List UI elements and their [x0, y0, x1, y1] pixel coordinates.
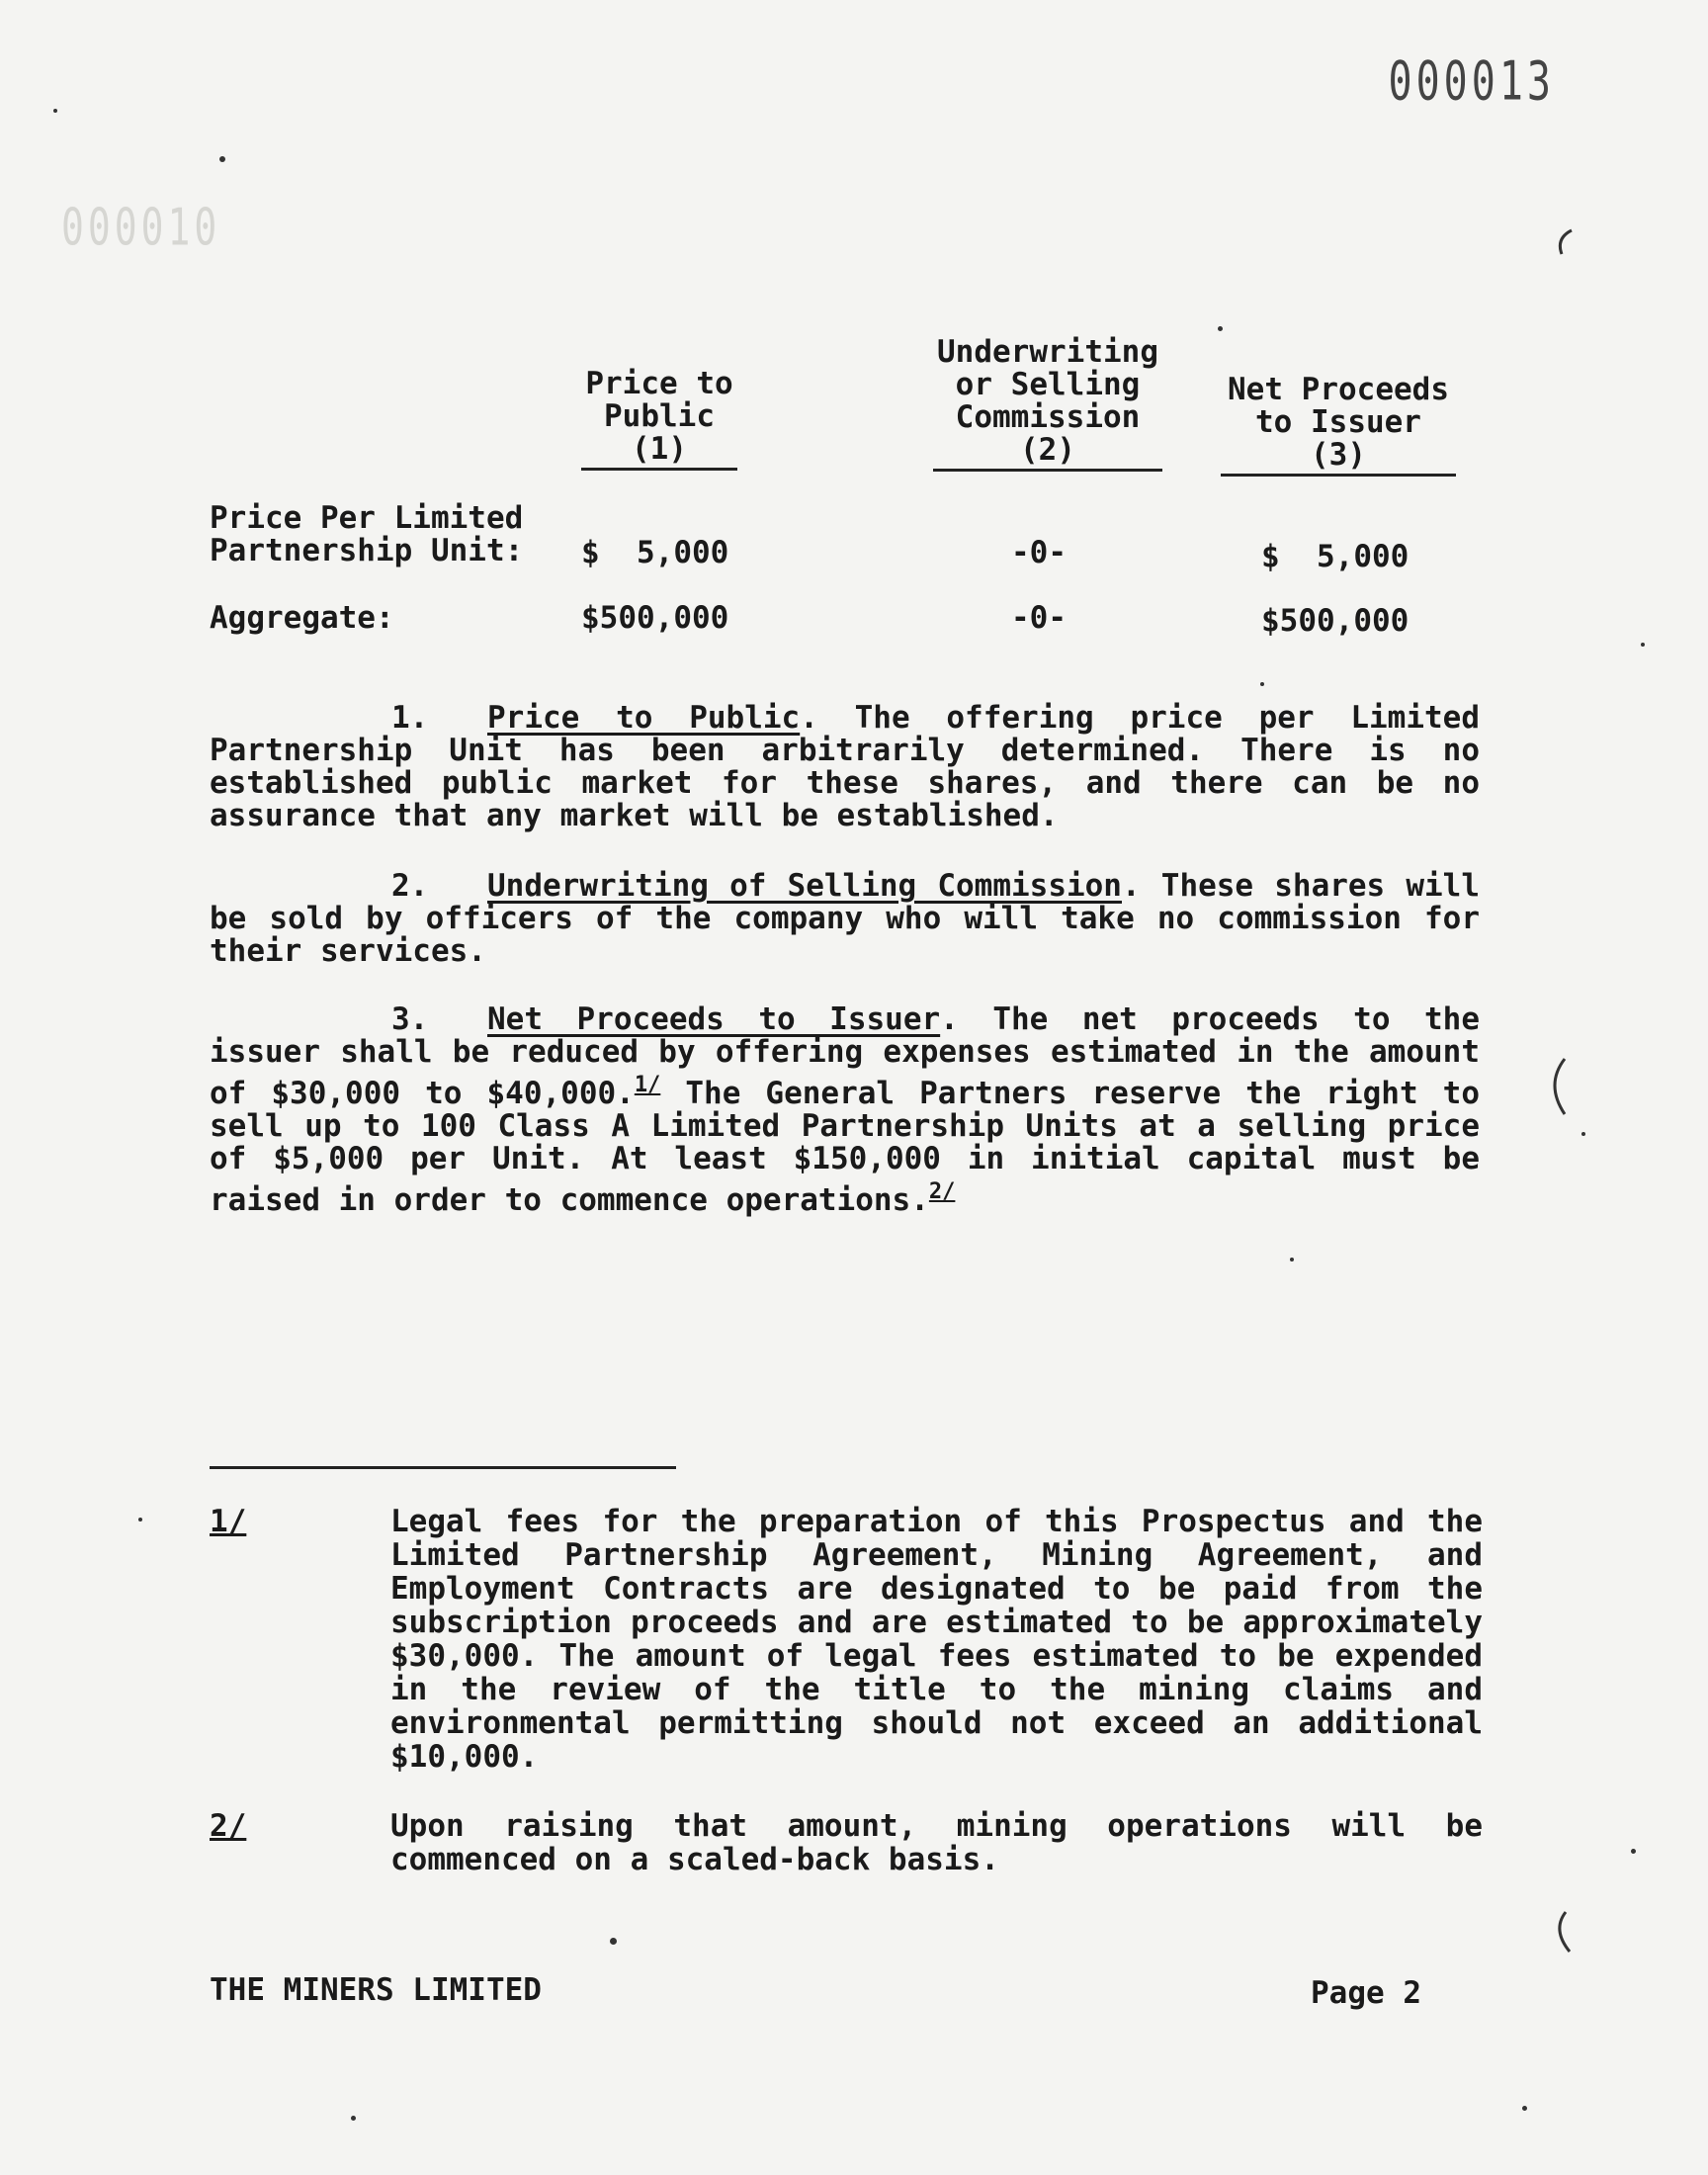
footnote-divider	[210, 1466, 676, 1469]
scan-speck	[1581, 1132, 1585, 1136]
footnote-ref: 1/	[634, 1073, 661, 1097]
footer-company-name: THE MINERS LIMITED	[210, 1972, 542, 2008]
row-value-commission: -0-	[1011, 600, 1067, 636]
note-number: 2.	[391, 868, 429, 904]
footer-page-number: Page 2	[1311, 1975, 1421, 2011]
scan-speck	[1260, 682, 1264, 686]
note-text: The General Partners reserve the right to sell up to 100 Class A Limited Partnership Units at a selling price of $5,000 per Unit. At least $150,000 in initial capital must be raised in order to commence operations.	[210, 1076, 1480, 1218]
note-heading: Net Proceeds to Issuer	[487, 1001, 941, 1037]
row-label-line: Partnership Unit:	[210, 533, 524, 568]
header-line: or Selling	[955, 367, 1141, 402]
header-line: Commission	[955, 399, 1141, 435]
footnote-mark: 2/	[210, 1808, 247, 1844]
row-label	[210, 502, 523, 567]
row-label: Aggregate:	[210, 600, 394, 636]
header-line: to Issuer	[1255, 404, 1421, 440]
note-3	[210, 1003, 1480, 1217]
row-value-commission: -0-	[1011, 535, 1067, 570]
header-line: Net Proceeds	[1228, 372, 1449, 407]
ghost-stamp-number: 000010	[61, 198, 221, 257]
header-number: (1)	[581, 433, 737, 471]
row-value-net: $ 5,000	[1261, 539, 1409, 574]
note-text: . The net proceeds to the issuer shall be reduced by offering expenses estimated in the amount of $30,000 to $40,000.	[210, 1001, 1480, 1111]
note-heading: Price to Public	[487, 700, 801, 736]
row-label-line: Price Per Limited	[210, 500, 524, 536]
note-1	[210, 702, 1480, 832]
row-value-net: $500,000	[1261, 603, 1409, 639]
footnote-ref: 2/	[928, 1179, 956, 1204]
note-number: 1.	[391, 700, 429, 736]
footnote-text: Legal fees for the preparation of this Prospectus and the Limited Partnership Agreement, Mining Agreement, and Employment Contracts are designated to be paid from the subscription proceeds and are estimated to be approximately $30,000. The amount of legal fees estimated to be expended in the review of the title to the mining claims and environmental permitting should not exceed an additional $10,000.	[390, 1504, 1483, 1775]
note-text: . These shares will be sold by officers of the company who will take no commission for their services.	[210, 868, 1481, 969]
scan-speck	[1631, 1849, 1636, 1854]
header-line: Public	[604, 398, 715, 434]
scan-speck	[138, 1518, 142, 1522]
header-number: (3)	[1221, 439, 1456, 477]
binder-mark	[1542, 1908, 1581, 1958]
note-text: . The offering price per Limited Partnership Unit has been arbitrarily determined. There is no established public market for these shares, and there can be no assurance that any market will be established.	[210, 700, 1480, 833]
scan-speck	[1290, 1258, 1294, 1262]
scan-speck	[219, 156, 225, 162]
row-value-price: $500,000	[581, 600, 729, 636]
footnote-mark: 1/	[210, 1504, 247, 1539]
footnote-text: Upon raising that amount, mining operations will be commenced on a scaled-back basis.	[390, 1808, 1483, 1877]
note-heading: Underwriting of Selling Commission	[487, 868, 1122, 904]
binder-mark	[1542, 222, 1581, 282]
note-2	[210, 870, 1480, 968]
header-line: Underwriting	[937, 334, 1158, 370]
header-net-proceeds	[1221, 374, 1456, 477]
bates-stamp-number: 000013	[1388, 51, 1555, 114]
scan-speck	[53, 109, 57, 113]
scan-speck	[351, 2116, 356, 2121]
header-underwriting-commission	[933, 336, 1162, 472]
header-number: (2)	[933, 434, 1162, 472]
scan-speck	[1641, 643, 1645, 647]
scan-speck	[610, 1938, 617, 1945]
binder-mark	[1537, 1053, 1577, 1122]
scan-speck	[1522, 2106, 1527, 2111]
header-price-to-public	[581, 368, 737, 471]
row-value-price: $ 5,000	[581, 535, 729, 570]
header-line: Price to	[585, 366, 733, 401]
note-number: 3.	[391, 1001, 429, 1037]
scan-speck	[1218, 326, 1223, 331]
